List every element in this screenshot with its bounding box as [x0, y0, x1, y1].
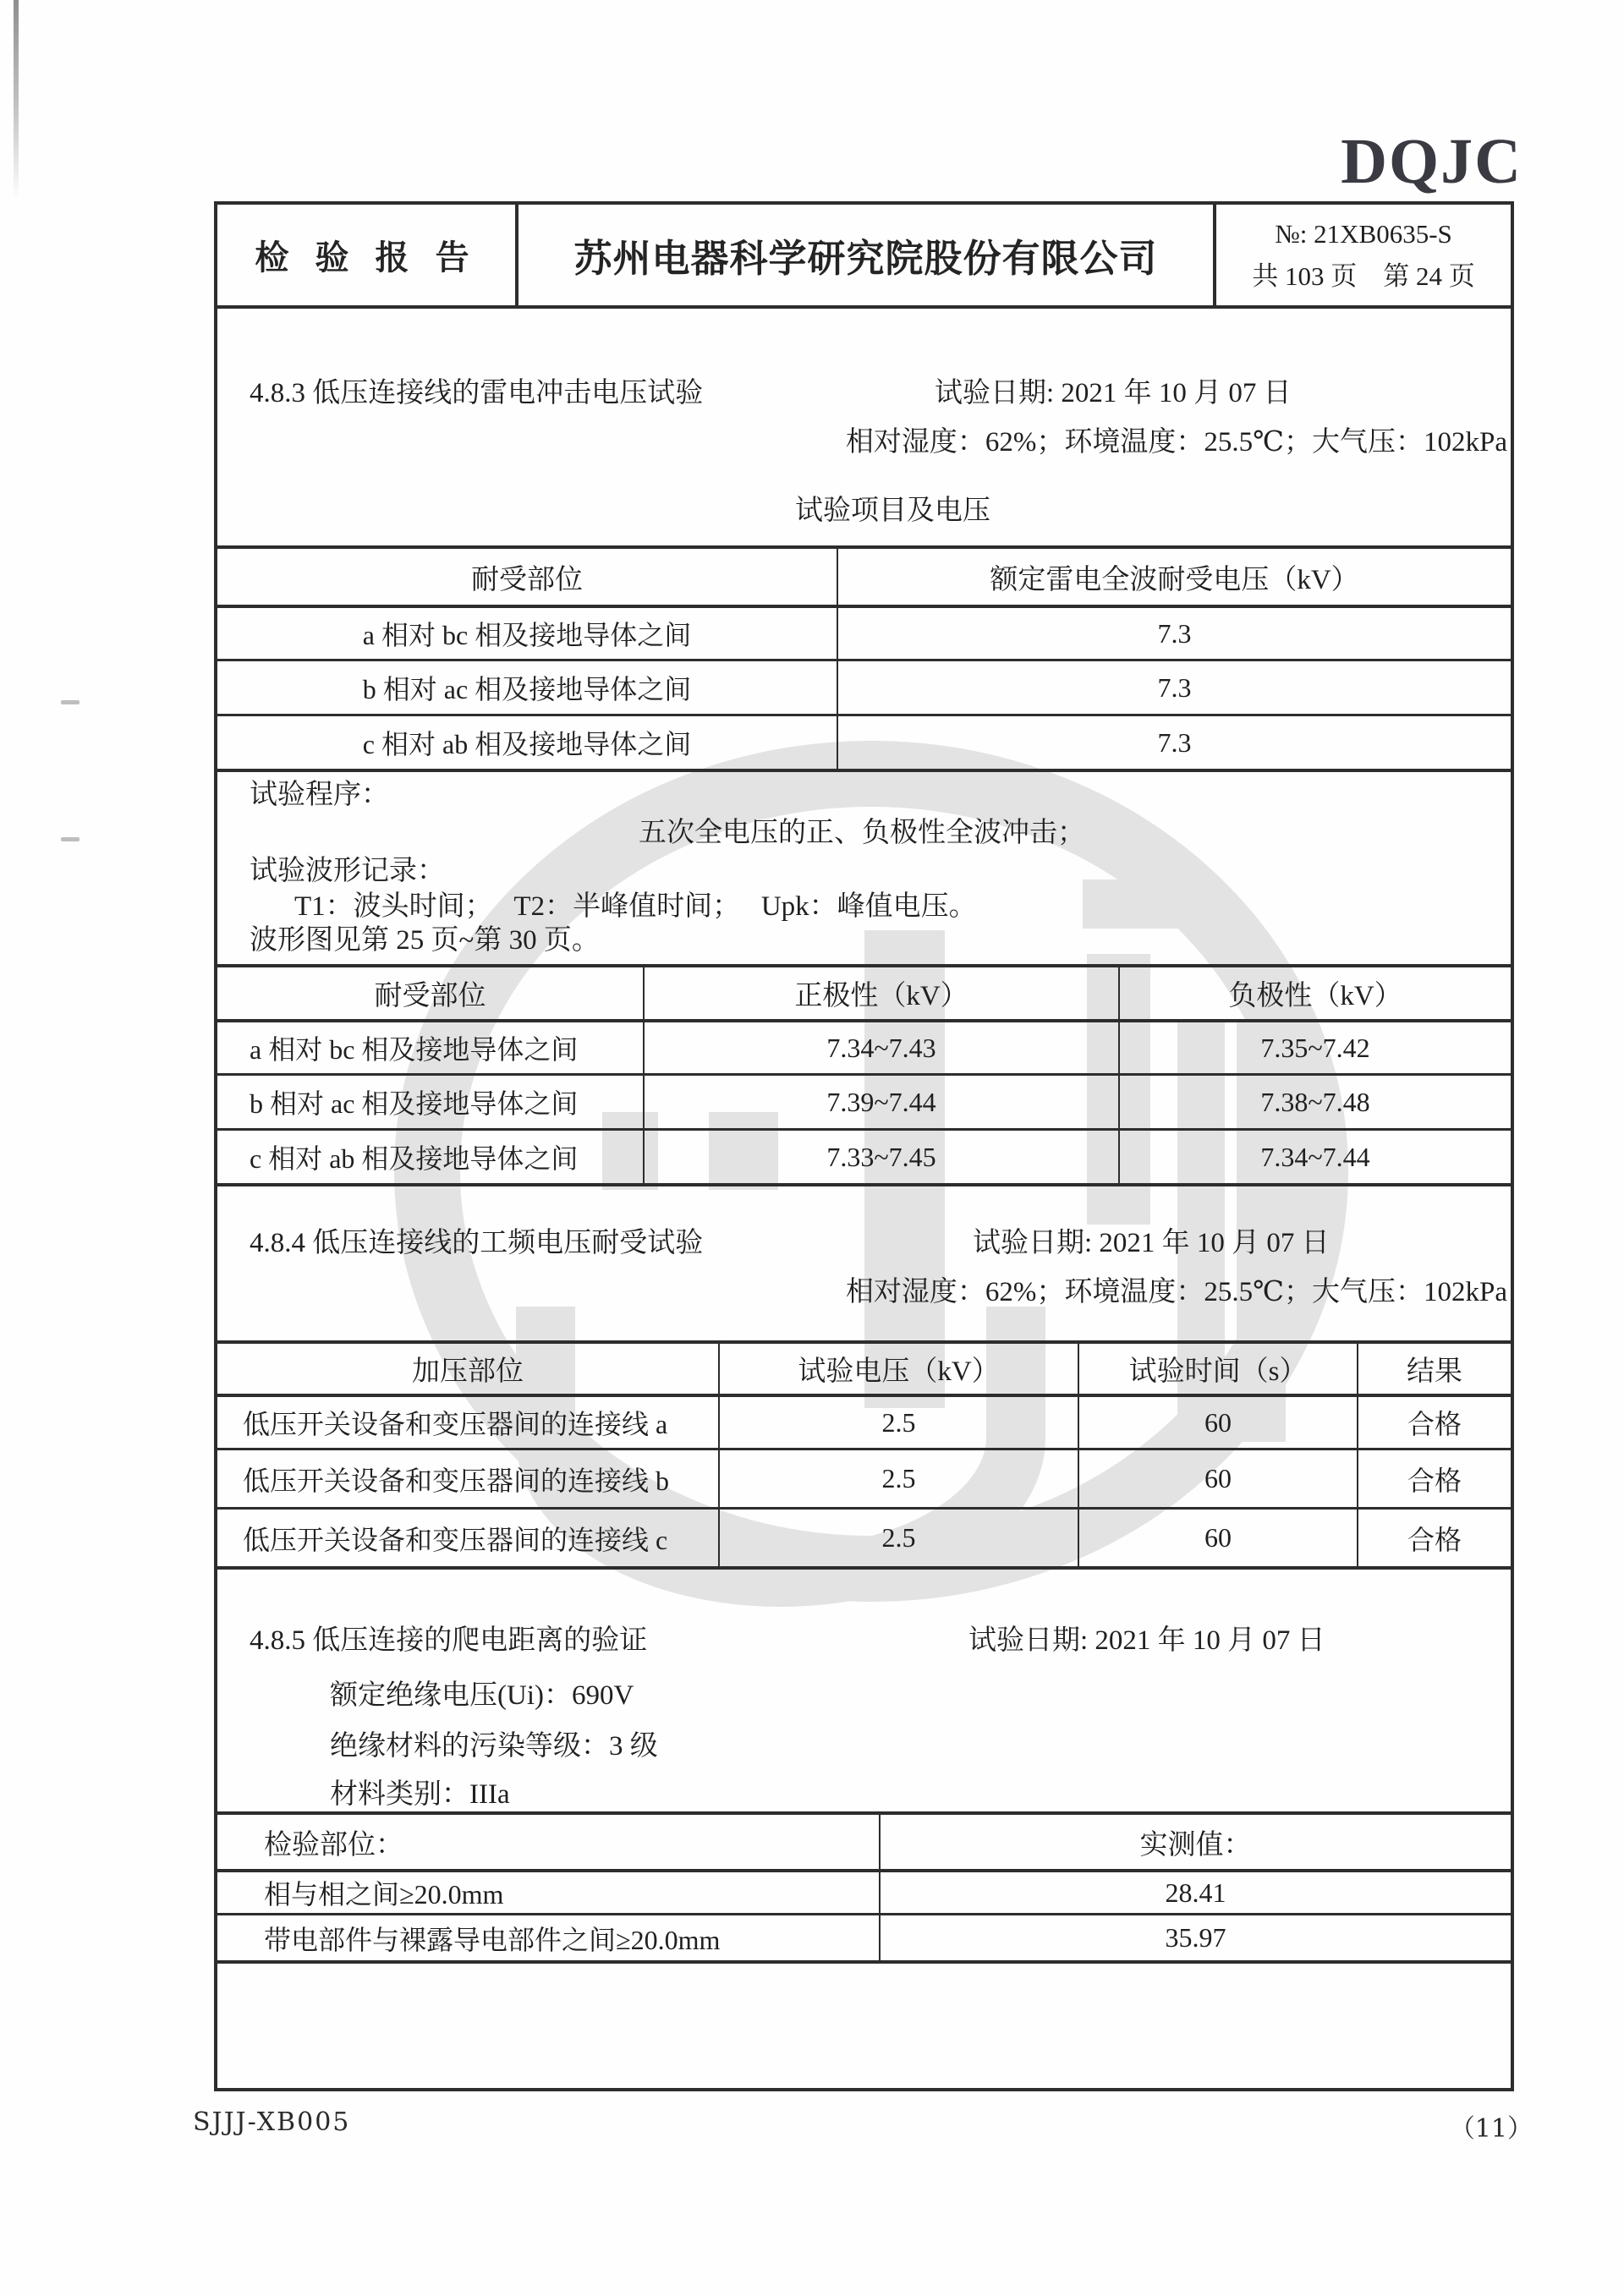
scan-margin-mark: [61, 700, 80, 704]
dqjc-logo: DQJC: [1341, 126, 1522, 197]
power-frequency-table: [214, 1340, 1514, 1570]
cell-part: b 相对 ac 相及接地导体之间: [362, 674, 692, 704]
cell-result: 合格: [1357, 1450, 1511, 1507]
cell-voltage: 2.5: [718, 1450, 1078, 1507]
report-number: №: 21XB0635-S: [1275, 218, 1452, 249]
rated-insulation-voltage: 额定绝缘电压(Ui)：690V: [330, 1680, 634, 1711]
cell-negative: 7.35~7.42: [1118, 1022, 1511, 1073]
cell-time: 60: [1078, 1450, 1357, 1507]
cell-value: 28.41: [879, 1872, 1511, 1913]
cell-negative: 7.38~7.48: [1118, 1076, 1511, 1128]
cell-value: 7.3: [837, 608, 1511, 659]
table-row: [217, 1448, 1511, 1507]
table-row: [217, 1913, 1511, 1960]
cell-negative: 7.34~7.44: [1118, 1131, 1511, 1183]
col-header-part: 加压部位: [412, 1356, 524, 1387]
cell-positive: 7.33~7.45: [643, 1131, 1118, 1183]
cell-part: 低压开关设备和变压器间的连接线 c: [243, 1524, 668, 1555]
procedure-label: 试验程序：: [250, 780, 389, 810]
section-484-conditions: 相对湿度：62%；环境温度：25.5℃；大气压：102kPa: [845, 1277, 1507, 1307]
cell-value: 35.97: [879, 1915, 1511, 1960]
section-484-heading: 4.8.4 低压连接线的工频电压耐受试验: [250, 1228, 704, 1258]
cell-voltage: 2.5: [718, 1397, 1078, 1448]
report-header-table: [214, 201, 1514, 309]
col-header-part: 检验部位：: [264, 1829, 403, 1860]
table-row: [217, 1507, 1511, 1566]
pollution-degree: 绝缘材料的污染等级：3 级: [330, 1731, 658, 1762]
col-header-voltage: 额定雷电全波耐受电压（kV）: [837, 549, 1511, 605]
cell-part: 低压开关设备和变压器间的连接线 b: [243, 1465, 670, 1496]
material-group: 材料类别：IIIa: [330, 1779, 510, 1810]
cell-result: 合格: [1357, 1397, 1511, 1448]
section-484-test-date: 试验日期: 2021 年 10 月 07 日: [973, 1228, 1330, 1258]
col-header-voltage: 试验电压（kV）: [718, 1344, 1078, 1394]
scan-edge-artifact: [14, 0, 19, 199]
col-header-part: 耐受部位: [374, 981, 486, 1011]
col-header-result: 结果: [1357, 1344, 1511, 1394]
cell-part: a 相对 bc 相及接地导体之间: [362, 620, 692, 650]
table-row: [217, 1073, 1511, 1128]
cell-positive: 7.39~7.44: [643, 1076, 1118, 1128]
col-header-time: 试验时间（s）: [1078, 1344, 1357, 1394]
table-header-row: [217, 1815, 1511, 1869]
table-row: [217, 1869, 1511, 1913]
table-header-row: [217, 1344, 1511, 1394]
section-483-test-date: 试验日期: 2021 年 10 月 07 日: [935, 378, 1292, 408]
cell-part: c 相对 ab 相及接地导体之间: [250, 1143, 579, 1174]
cell-part: a 相对 bc 相及接地导体之间: [250, 1034, 579, 1065]
col-header-positive: 正极性（kV）: [643, 967, 1118, 1019]
cell-part: 低压开关设备和变压器间的连接线 a: [243, 1409, 668, 1439]
company-name: 苏州电器科学研究院股份有限公司: [515, 205, 1213, 305]
col-header-negative: 负极性（kV）: [1118, 967, 1511, 1019]
page-count: 共 103 页 第 24 页: [1252, 260, 1475, 291]
cell-part: c 相对 ab 相及接地导体之间: [362, 729, 692, 759]
col-header-part: 耐受部位: [471, 564, 583, 595]
cell-positive: 7.34~7.43: [643, 1022, 1118, 1073]
table-row: [217, 1128, 1511, 1183]
footer-page-note: （11）: [1449, 2114, 1533, 2144]
section-483-conditions: 相对湿度：62%；环境温度：25.5℃；大气压：102kPa: [845, 427, 1507, 458]
table-row: [217, 1019, 1511, 1073]
table-row: [217, 605, 1511, 659]
section-485-test-date: 试验日期: 2021 年 10 月 07 日: [968, 1625, 1325, 1656]
cell-part: 相与相之间≥20.0mm: [264, 1879, 504, 1910]
withstand-voltage-table: [214, 545, 1514, 772]
impulse-results-table: [214, 964, 1514, 1186]
section-483-subtitle: 试验项目及电压: [795, 496, 990, 526]
table-row: [217, 659, 1511, 714]
section-485-heading: 4.8.5 低压连接的爬电距离的验证: [250, 1625, 648, 1656]
scan-margin-mark: [61, 837, 80, 841]
cell-voltage: 2.5: [718, 1510, 1078, 1566]
table-row: [217, 714, 1511, 769]
cell-part: 带电部件与裸露导电部件之间≥20.0mm: [264, 1924, 721, 1955]
procedure-line1: 五次全电压的正、负极性全波冲击；: [639, 818, 1085, 848]
creepage-distance-table: [214, 1811, 1514, 1964]
footer-doc-code: SJJJ-XB005: [193, 2107, 351, 2137]
section-483-heading: 4.8.3 低压连接线的雷电冲击电压试验: [250, 378, 704, 408]
table-header-row: [217, 967, 1511, 1019]
table-header-row: [217, 549, 1511, 605]
report-title: 检 验 报 告: [255, 239, 478, 277]
waveform-pages-line: 波形图见第 25 页~第 30 页。: [250, 925, 600, 956]
cell-value: 7.3: [837, 661, 1511, 714]
table-row: [217, 1394, 1511, 1448]
col-header-value: 实测值：: [879, 1815, 1511, 1869]
waveform-record-line: T1：波头时间； T2：半峰值时间； Upk：峰值电压。: [294, 891, 977, 922]
cell-time: 60: [1078, 1397, 1357, 1448]
cell-result: 合格: [1357, 1510, 1511, 1566]
cell-time: 60: [1078, 1510, 1357, 1566]
waveform-record-label: 试验波形记录：: [250, 856, 445, 886]
cell-value: 7.3: [837, 716, 1511, 769]
report-number-cell: [1213, 205, 1511, 305]
cell-part: b 相对 ac 相及接地导体之间: [250, 1088, 579, 1119]
